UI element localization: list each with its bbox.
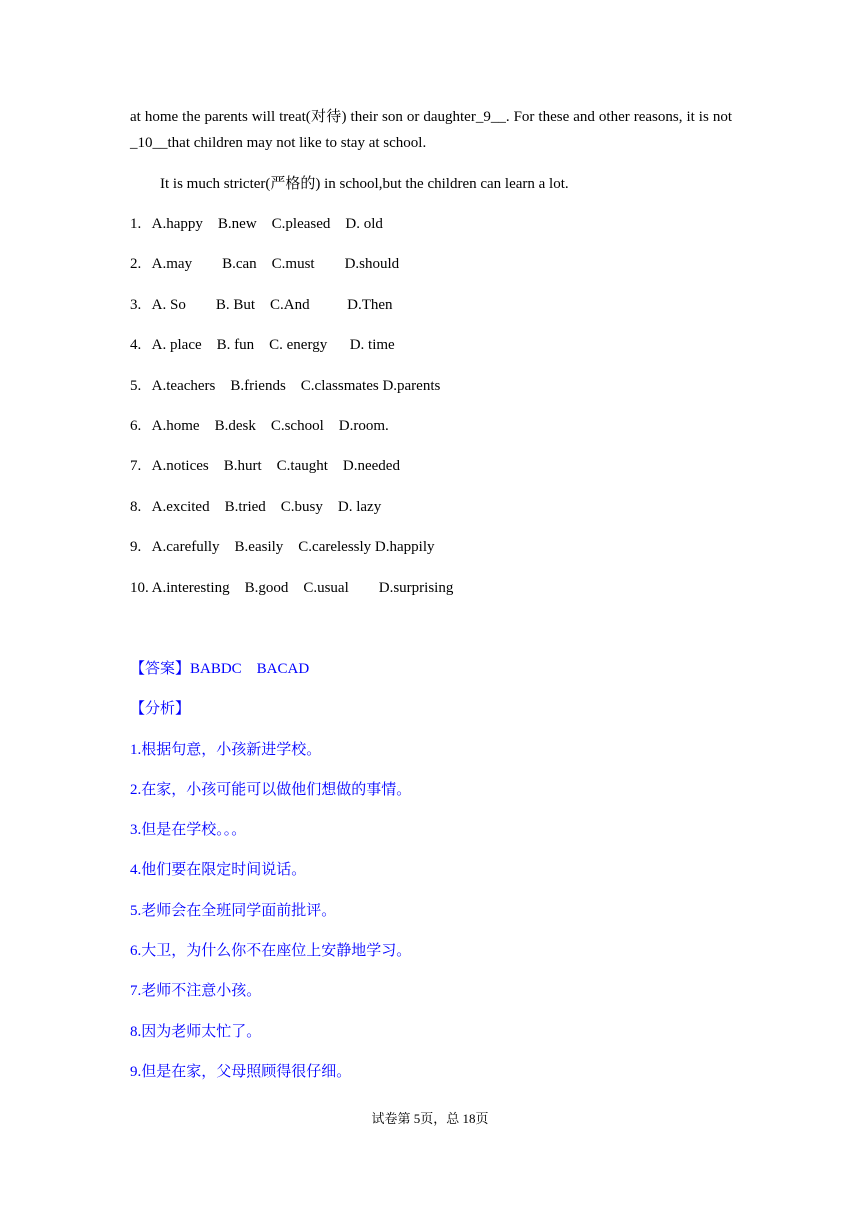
analysis-item: 1.根据句意，小孩新进学校。 xyxy=(130,741,322,758)
analysis-item: 3.但是在学校。。。 xyxy=(130,822,247,839)
question-4-options: 4. A. place B. fun C. energy D. time xyxy=(130,337,395,354)
question-8-options: 8. A.excited B.tried C.busy D. lazy xyxy=(130,498,382,515)
question-3-options: 3. A. So B. But C.And D.Then xyxy=(130,296,393,313)
analysis-item: 8.因为老师太忙了。 xyxy=(130,1023,262,1040)
question-9-options: 9. A.carefully B.easily C.carelessly D.happily xyxy=(130,539,435,556)
question-7-options: 7. A.notices B.hurt C.taught D.needed xyxy=(130,458,400,475)
answer-section xyxy=(130,656,750,1099)
page-footer: 试卷第 5页，总 18页 xyxy=(371,1111,489,1126)
analysis-item: 7.老师不注意小孩。 xyxy=(130,983,262,1000)
analysis-item: 2.在家，小孩可能可以做他们想做的事情。 xyxy=(130,781,412,798)
question-options-list xyxy=(130,211,750,615)
analysis-heading: 【分析】 xyxy=(130,701,191,718)
question-10-options: 10. A.interesting B.good C.usual D.surprising xyxy=(130,579,454,596)
question-5-options: 5. A.teachers B.friends C.classmates D.parents xyxy=(130,377,441,394)
analysis-item: 6.大卫，为什么你不在座位上安静地学习。 xyxy=(130,943,412,960)
analysis-item: 9.但是在家，父母照顾得很仔细。 xyxy=(130,1063,352,1080)
passage-paragraph-2: It is much stricter(严格的) in school,but the children can learn a lot. xyxy=(160,176,569,192)
question-1-options: 1. A.happy B.new C.pleased D. old xyxy=(130,216,383,232)
question-6-options: 6. A.home B.desk C.school D.room. xyxy=(130,417,389,434)
answer-key: 【答案】BABDC BACAD xyxy=(130,661,310,677)
analysis-item: 5.老师会在全班同学面前批评。 xyxy=(130,902,337,919)
passage-paragraph-1: at home the parents will treat(对待) their son or daughter_9__. For these and other reasons, it is not _10__that children may not like to stay at school. xyxy=(130,109,732,151)
question-2-options: 2. A.may B.can C.must D.should xyxy=(130,256,400,273)
analysis-item: 4.他们要在限定时间说话。 xyxy=(130,862,307,879)
